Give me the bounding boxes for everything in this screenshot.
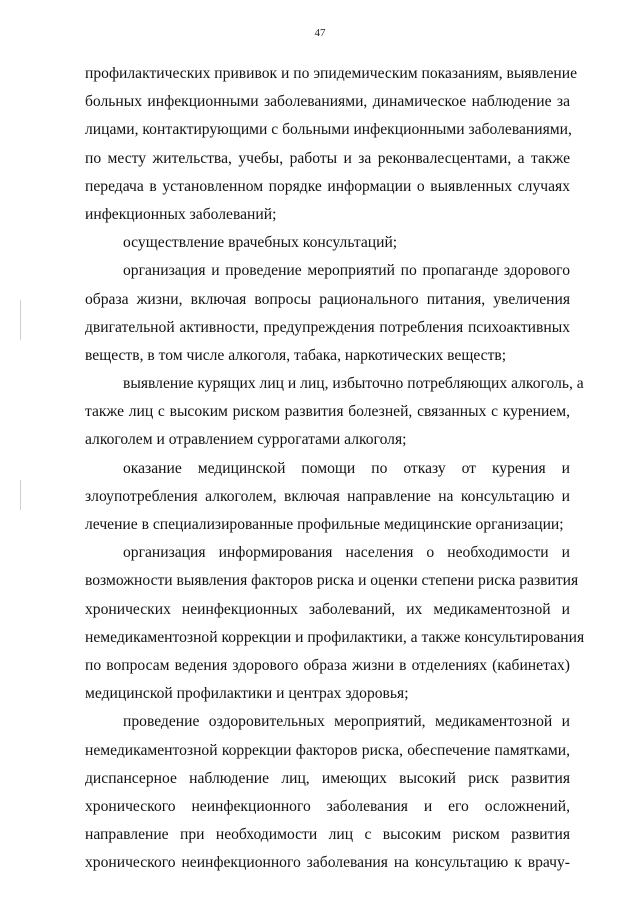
text-line: злоупотребления алкоголем, включая направление на консультацию и bbox=[85, 487, 570, 505]
text-line: по вопросам ведения здорового образа жизни в отделениях (кабинетах) bbox=[85, 656, 570, 674]
paragraph bbox=[85, 60, 578, 229]
text-line: направление при необходимости лиц с высоким риском развития bbox=[85, 826, 570, 844]
paragraph bbox=[85, 708, 570, 877]
text-line: хронического неинфекционного заболевания и его осложнений, bbox=[85, 797, 570, 815]
document-body bbox=[85, 60, 585, 877]
text-line: возможности выявления факторов риска и оценки степени риска развития bbox=[85, 572, 579, 590]
text-line: инфекционных заболеваний; bbox=[85, 205, 277, 223]
text-line: организация и проведение мероприятий по пропаганде здорового bbox=[123, 262, 570, 280]
text-line: организация информирования населения о необходимости и bbox=[123, 544, 570, 562]
text-line: немедикаментозной коррекции и профилактики, а также консультирования bbox=[85, 628, 585, 646]
text-line: лечение в специализированные профильные медицинские организации; bbox=[85, 516, 564, 533]
paragraph bbox=[85, 455, 570, 540]
paragraph bbox=[85, 257, 570, 370]
page-number: 47 bbox=[314, 27, 326, 39]
text-line: немедикаментозной коррекции факторов риска, обеспечение памятками, bbox=[85, 741, 570, 759]
text-line: медицинской профилактики и центрах здоровья; bbox=[85, 685, 409, 703]
text-line: хронических неинфекционных заболеваний, их медикаментозной и bbox=[85, 600, 570, 618]
text-line: осуществление врачебных консультаций; bbox=[123, 234, 398, 252]
text-line: оказание медицинской помощи по отказу от курения и bbox=[123, 459, 570, 477]
scan-margin-mark bbox=[20, 480, 21, 510]
scan-margin-mark bbox=[20, 300, 21, 340]
text-line: также лиц с высоким риском развития болезней, связанных с курением, bbox=[85, 403, 570, 421]
text-line: алкоголем и отравлением суррогатами алкоголя; bbox=[85, 431, 407, 449]
text-line: диспансерное наблюдение лиц, имеющих высокий риск развития bbox=[85, 769, 570, 787]
text-line: выявление курящих лиц и лиц, избыточно потребляющих алкоголь, а bbox=[123, 375, 584, 393]
text-line: лицами, контактирующими с больными инфекционными заболеваниями, bbox=[85, 121, 572, 139]
text-line: профилактических прививок и по эпидемическим показаниям, выявление bbox=[85, 65, 578, 82]
text-line: по месту жительства, учебы, работы и за реконвалесцентами, а также bbox=[85, 149, 570, 167]
text-line: образа жизни, включая вопросы рационального питания, увеличения bbox=[85, 290, 570, 308]
paragraph bbox=[85, 370, 584, 455]
text-line: проведение оздоровительных мероприятий, медикаментозной и bbox=[123, 713, 570, 731]
paragraph bbox=[85, 229, 570, 257]
text-line: двигательной активности, предупреждения потребления психоактивных bbox=[85, 318, 570, 336]
text-line: передача в установленном порядке информации о выявленных случаях bbox=[85, 177, 570, 195]
text-line: веществ, в том числе алкоголя, табака, наркотических веществ; bbox=[85, 346, 507, 364]
paragraph bbox=[85, 539, 585, 708]
text-line: хронического неинфекционного заболевания на консультацию к врачу- bbox=[85, 854, 570, 872]
text-line: больных инфекционными заболеваниями, динамическое наблюдение за bbox=[85, 93, 570, 111]
